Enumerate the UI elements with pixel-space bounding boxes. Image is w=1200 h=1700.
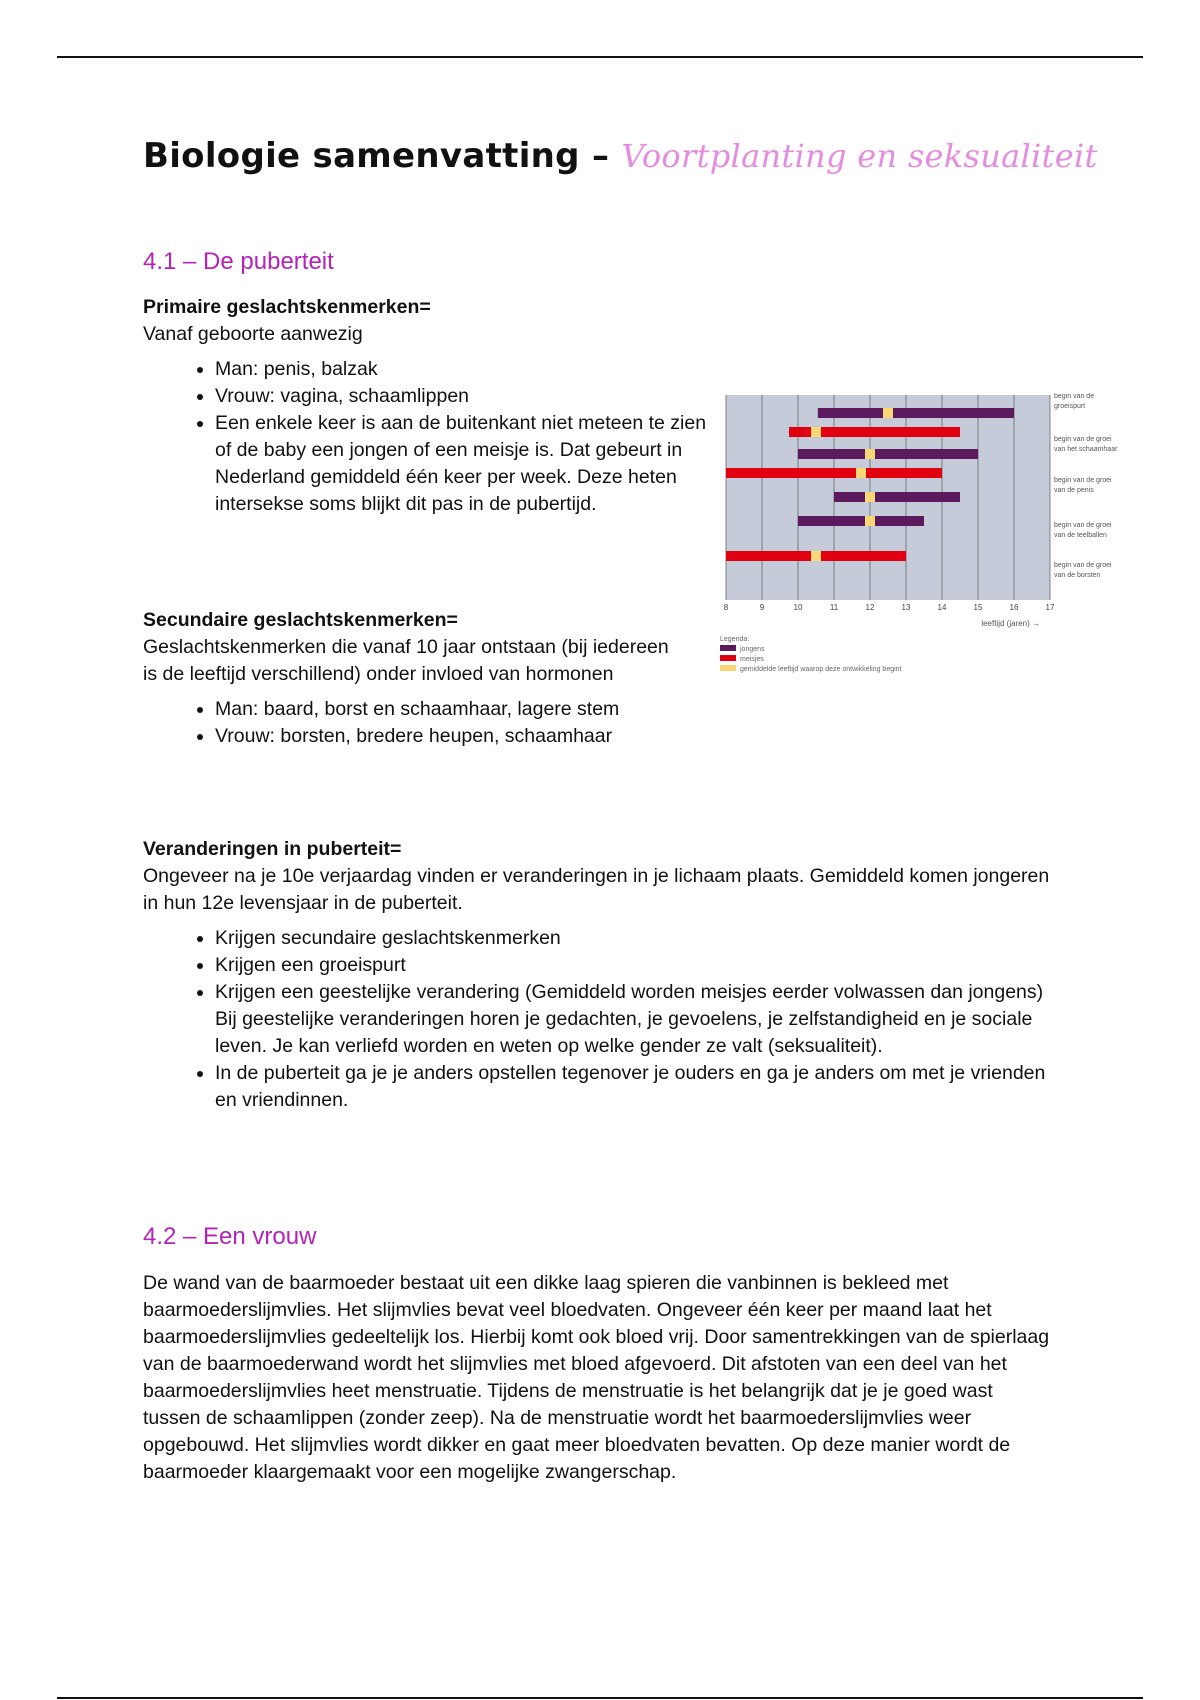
legend-label: gemiddelde leeftijd waarop deze ontwikkeling begint xyxy=(740,666,902,673)
group-label: begin van de xyxy=(1054,393,1095,400)
bar-jongens xyxy=(798,516,924,526)
x-tick-label: 12 xyxy=(865,603,875,612)
veranderingen-block xyxy=(143,836,1063,1114)
list-item: • Man: baard, borst en schaamhaar, lagere stem xyxy=(215,696,815,723)
x-tick-label: 11 xyxy=(829,603,839,612)
heading-4-1: 4.1 – De puberteit xyxy=(143,248,334,275)
x-tick-label: 16 xyxy=(1009,603,1019,612)
bar-meisjes xyxy=(726,468,942,478)
x-tick-label: 8 xyxy=(723,603,729,612)
primaire-list xyxy=(143,356,713,518)
group-label: groeispurt xyxy=(1054,403,1086,410)
title-main: Biologie samenvatting – xyxy=(143,136,622,176)
x-tick-label: 14 xyxy=(937,603,947,612)
legend-label: jongens xyxy=(740,646,765,653)
x-tick-label: 9 xyxy=(759,603,765,612)
legend-title: Legenda: xyxy=(720,636,750,643)
x-tick-label: 17 xyxy=(1045,603,1055,612)
legend-swatch xyxy=(720,665,736,671)
group-label: van de penis xyxy=(1054,487,1094,494)
average-marker xyxy=(865,449,875,459)
primaire-label: Primaire geslachtskenmerken= xyxy=(143,296,431,318)
group-label: van het schaamhaar xyxy=(1054,446,1118,453)
puberty-chart xyxy=(720,393,1140,683)
group-label: begin van de groei xyxy=(1054,562,1112,569)
secundaire-text: Geslachtskenmerken die vanaf 10 jaar ontstaan (bij iedereen is de leeftijd verschillend) onder invloed van hormonen xyxy=(143,636,669,685)
bar-jongens xyxy=(798,449,978,459)
veranderingen-list xyxy=(143,925,1063,1114)
heading-4-2: 4.2 – Een vrouw xyxy=(143,1223,317,1250)
legend-label: meisjes xyxy=(740,656,764,663)
list-item: • Krijgen een groeispurt xyxy=(215,952,1063,979)
primaire-block xyxy=(143,294,713,518)
secundaire-list xyxy=(143,696,815,750)
primaire-text: Vanaf geboorte aanwezig xyxy=(143,323,363,345)
group-label: van de borsten xyxy=(1054,572,1101,579)
list-item: • Krijgen secundaire geslachtskenmerken xyxy=(215,925,1063,952)
veranderingen-label: Veranderingen in puberteit= xyxy=(143,838,402,860)
vrouw-paragraph: De wand van de baarmoeder bestaat uit een dikke laag spieren die vanbinnen is bekleed met baarmoederslijmvlies. Het slijmvlies bevat veel bloedvaten. Ongeveer één keer per maand laat het baarmoederslijmvlies gedeeltelijk los. Hierbij komt ook bloed vrij. Door samentrekkingen van de spierlaag van de baarmoederwand wordt het slijmvlies met bloed afgevoerd. Dit afstoten van een deel van het baarmoederslijmvlies heet menstruatie. Tijdens de menstruatie is het belangrijk dat je je goed wast tussen de schaamlippen (zonder zeep). Na de menstruatie wordt het baarmoederslijmvlies weer opgebouwd. Het slijmvlies wordt dikker en gaat meer bloedvaten bevatten. Op deze manier wordt de baarmoeder klaargemaakt voor een mogelijke zwangerschap. xyxy=(143,1272,1050,1483)
list-item: • Man: penis, balzak xyxy=(215,356,713,383)
average-marker xyxy=(865,492,875,502)
bar-jongens xyxy=(834,492,960,502)
average-marker xyxy=(811,427,821,437)
list-item: • In de puberteit ga je je anders opstellen tegenover je ouders en ga je anders om met je vrienden en vriendinnen. xyxy=(215,1060,1063,1114)
list-item: • Krijgen een geestelijke verandering (Gemiddeld worden meisjes eerder volwassen dan jongens) Bij geestelijke veranderingen horen je gedachten, je gevoelens, je zelfstandigheid en je sociale leven. Je kan verliefd worden en weten op welke gender ze valt (seksualiteit). xyxy=(215,979,1063,1060)
list-item: • Een enkele keer is aan de buitenkant niet meteen te zien of de baby een jongen of een meisje is. Dat gebeurt in Nederland gemiddeld één keer per week. Deze heten intersekse soms blijkt dit pas in de pubertijd. xyxy=(215,410,713,518)
group-label: van de teelballen xyxy=(1054,532,1107,539)
group-label: begin van de groei xyxy=(1054,436,1112,443)
average-marker xyxy=(865,516,875,526)
bottom-rule xyxy=(57,1697,1143,1699)
title-sub: Voortplanting en seksualiteit xyxy=(621,137,1098,175)
average-marker xyxy=(883,408,893,418)
list-item: • Vrouw: borsten, bredere heupen, schaamhaar xyxy=(215,723,815,750)
x-tick-label: 10 xyxy=(793,603,803,612)
veranderingen-text: Ongeveer na je 10e verjaardag vinden er veranderingen in je lichaam plaats. Gemiddeld komen jongeren in hun 12e levensjaar in de puberteit. xyxy=(143,865,1050,914)
list-item: • Vrouw: vagina, schaamlippen xyxy=(215,383,713,410)
legend-swatch xyxy=(720,655,736,661)
x-axis-label: leeftijd (jaren) → xyxy=(981,619,1040,628)
x-tick-label: 15 xyxy=(973,603,983,612)
average-marker xyxy=(856,468,866,478)
group-label: begin van de groei xyxy=(1054,522,1112,529)
x-tick-label: 13 xyxy=(901,603,911,612)
secundaire-block xyxy=(143,607,683,750)
group-label: begin van de groei xyxy=(1054,477,1112,484)
bar-jongens xyxy=(818,408,1014,418)
average-marker xyxy=(811,551,821,561)
document-title xyxy=(143,136,1098,176)
top-rule xyxy=(57,56,1143,58)
legend-swatch xyxy=(720,645,736,651)
secundaire-label: Secundaire geslachtskenmerken= xyxy=(143,609,458,631)
